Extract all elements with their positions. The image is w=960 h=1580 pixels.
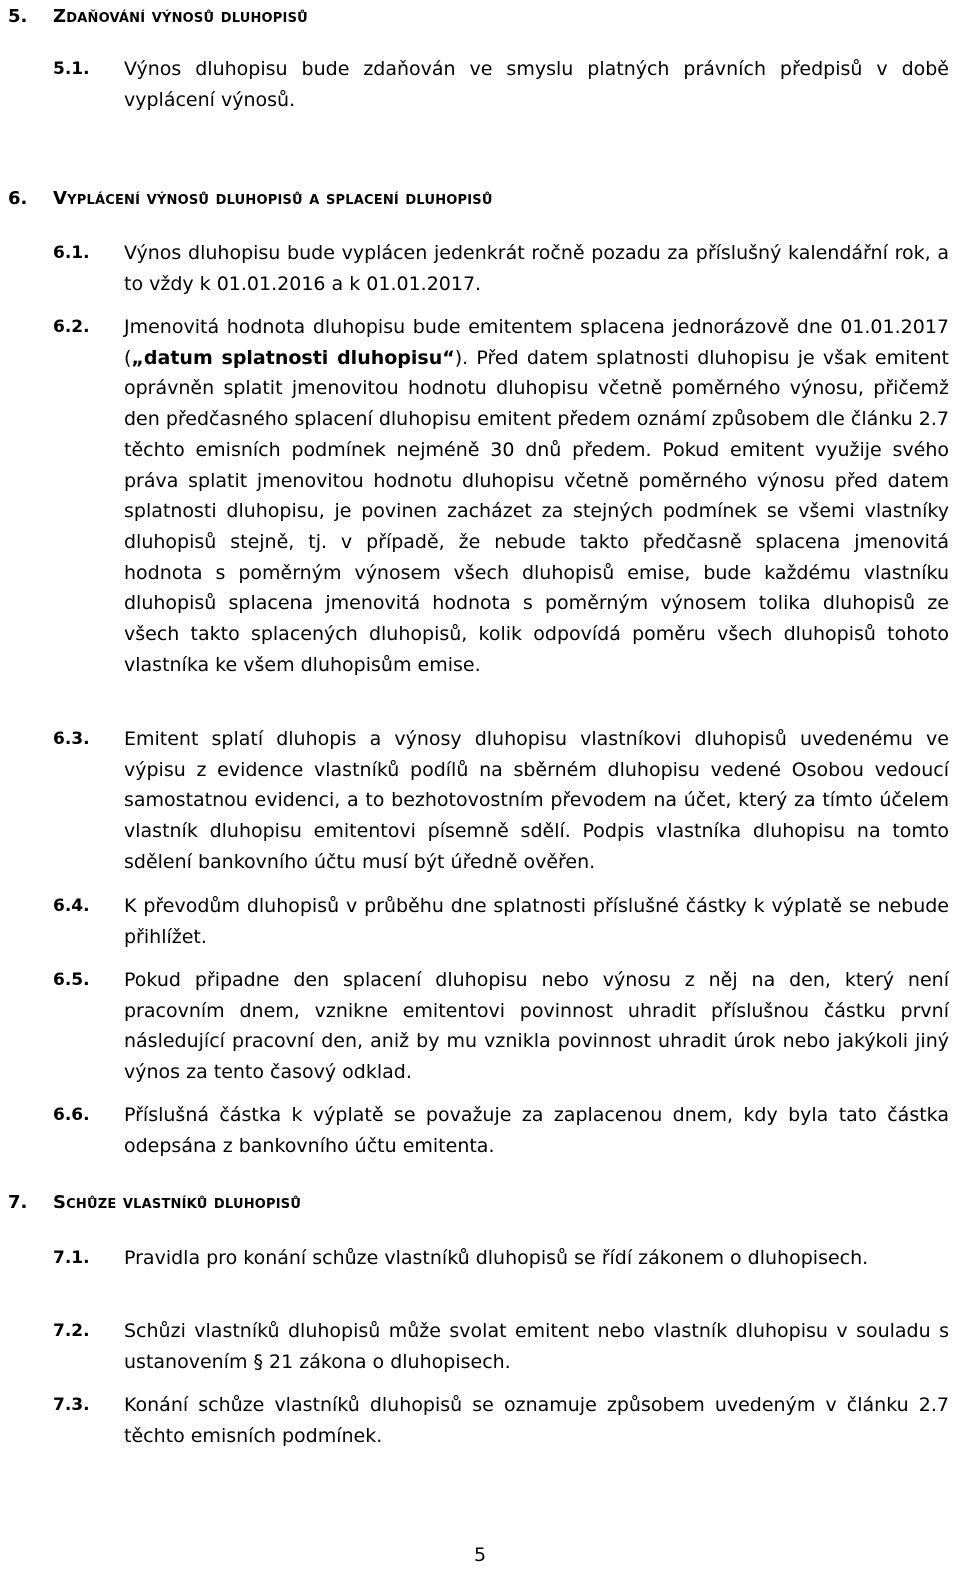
clause-text xyxy=(124,312,949,680)
clause-text: Výnos dluhopisu bude vyplácen jedenkrát ročně pozadu za příslušný kalendářní rok, a to vždy k 01.01.2016 a k 01.01.2017. xyxy=(124,242,949,295)
clause-number: 6.5. xyxy=(53,970,90,990)
section-number: 7. xyxy=(8,1192,28,1213)
section-title: Schůze vlastníků dluhopisů xyxy=(53,1192,302,1213)
defined-term: „datum splatnosti dluhopisu“ xyxy=(131,346,455,369)
clause-number: 6.1. xyxy=(53,243,90,263)
clause-number: 6.3. xyxy=(53,729,90,749)
section-number: 6. xyxy=(8,188,28,209)
clause-number: 6.6. xyxy=(53,1105,90,1125)
clause-text: K převodům dluhopisů v průběhu dne splatnosti příslušné částky k výplatě se nebude přihlížet. xyxy=(124,895,949,948)
clause-text: Emitent splatí dluhopis a výnosy dluhopisu vlastníkovi dluhopisů uvedenému ve výpisu z evidence vlastníků podílů na sběrném dluhopisu vedené Osobou vedoucí samostatnou evidenci, a to bezhotovostním převodem na účet, který za tímto účelem vlastník dluhopisu emitentovi písemně sdělí. Podpis vlastníka dluhopisu na tomto sdělení bankovního účtu musí být úředně ověřen. xyxy=(124,728,949,873)
clause-text: Pokud připadne den splacení dluhopisu nebo výnosu z něj na den, který není pracovním dnem, vznikne emitentovi povinnost uhradit příslušnou částku první následující pracovní den, aniž by mu vznikla povinnost uhradit úrok nebo jakýkoli jiný výnos za tento časový odklad. xyxy=(124,969,949,1084)
clause-text: Pravidla pro konání schůze vlastníků dluhopisů se řídí zákonem o dluhopisech. xyxy=(124,1247,869,1269)
clause-number: 7.2. xyxy=(53,1321,90,1341)
section-title: Vyplácení výnosů dluhopisů a splacení dluhopisů xyxy=(53,188,493,209)
clause-text: Konání schůze vlastníků dluhopisů se oznamuje způsobem uvedeným v článku 2.7 těchto emisních podmínek. xyxy=(124,1394,949,1447)
clause-text: Příslušná částka k výplatě se považuje za zaplacenou dnem, kdy byla tato částka odepsána z bankovního účtu emitenta. xyxy=(124,1104,949,1157)
clause-text-part: ). Před datem splatnosti dluhopisu je však emitent oprávněn splatit jmenovitou hodnotu dluhopisu včetně poměrného výnosu, přičemž den předčasného splacení dluhopisu emitent předem oznámí způsobem dle článku 2.7 těchto emisních podmínek nejméně 30 dnů předem. Pokud emitent využije svého práva splatit jmenovitou hodnotu dluhopisu včetně poměrného výnosu před datem splatnosti dluhopisu, je povinen zacházet za stejných podmínek se všemi vlastníky dluhopisů stejně, tj. v případě, že nebude takto předčasně splacena jmenovitá hodnota s poměrným výnosem všech dluhopisů emise, bude každému vlastníku dluhopisů splacena jmenovitá hodnota s poměrným výnosem tolika dluhopisů ze všech takto splacených dluhopisů, kolik odpovídá poměru všech dluhopisů tohoto vlastníka ke všem dluhopisům emise. xyxy=(124,346,949,676)
clause-number: 5.1. xyxy=(53,59,90,79)
clause-text: Schůzi vlastníků dluhopisů může svolat emitent nebo vlastník dluhopisu v souladu s ustanovením § 21 zákona o dluhopisech. xyxy=(124,1320,949,1373)
clause-number: 6.2. xyxy=(53,317,90,337)
clause-number: 7.3. xyxy=(53,1395,90,1415)
clause-text: Výnos dluhopisu bude zdaňován ve smyslu platných právních předpisů v době vyplácení výnosů. xyxy=(124,58,949,111)
section-title: Zdaňování výnosů dluhopisů xyxy=(53,6,308,27)
clause-number: 7.1. xyxy=(53,1248,90,1268)
clause-text-part: Jmenovitá hodnota dluhopisu bude emitentem splacena jednorázově dne 01.01.2017 ( xyxy=(124,316,949,369)
clause-number: 6.4. xyxy=(53,896,90,916)
page-number: 5 xyxy=(473,1544,487,1566)
section-number: 5. xyxy=(8,6,28,27)
